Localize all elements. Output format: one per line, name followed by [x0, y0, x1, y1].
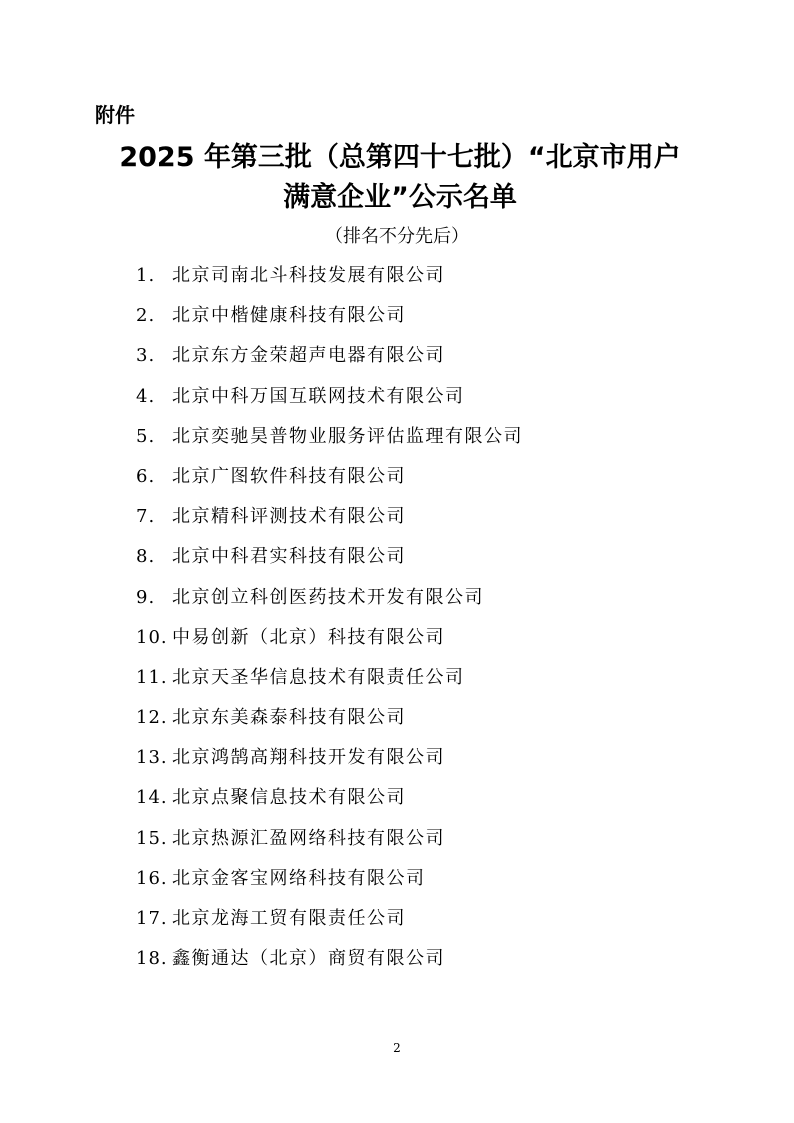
item-number: 17. [136, 908, 168, 929]
list-item [136, 421, 523, 461]
list-item [136, 903, 523, 943]
list-item [136, 300, 523, 340]
item-number: 13. [136, 747, 168, 769]
title-line-1: 2025 年第三批（总第四十七批）“北京市用户 [119, 142, 681, 173]
list-item [136, 340, 523, 380]
list-item [136, 823, 523, 863]
company-name: 北京金客宝网络科技有限公司 [172, 867, 426, 889]
list-item [136, 782, 523, 822]
company-name: 北京鸿鹄高翔科技开发有限公司 [172, 747, 445, 769]
company-name: 北京点聚信息技术有限公司 [172, 787, 406, 809]
company-name: 北京奕驰昊普物业服务评估监理有限公司 [172, 425, 523, 447]
list-item [136, 260, 523, 300]
company-list [136, 260, 523, 983]
company-name: 北京司南北斗科技发展有限公司 [172, 265, 445, 286]
list-item [136, 541, 523, 581]
item-number: 6. [136, 465, 156, 487]
company-name: 北京创立科创医药技术开发有限公司 [172, 586, 484, 608]
company-name: 北京中科万国互联网技术有限公司 [172, 385, 465, 407]
attachment-label: 附件 [95, 103, 135, 127]
item-number: 11. [136, 666, 168, 688]
item-number: 3. [136, 345, 156, 367]
company-name: 北京东方金荣超声电器有限公司 [172, 345, 445, 367]
list-item [136, 863, 523, 903]
list-item [136, 702, 523, 742]
company-name: 北京龙海工贸有限责任公司 [172, 908, 406, 929]
subtitle: （排名不分先后） [325, 226, 469, 247]
page-title [90, 138, 710, 218]
company-name: 中易创新（北京）科技有限公司 [172, 626, 445, 648]
list-item [136, 582, 523, 622]
item-number: 8. [136, 546, 156, 568]
item-number: 15. [136, 827, 168, 849]
item-number: 5. [136, 425, 156, 447]
company-name: 北京天圣华信息技术有限责任公司 [172, 666, 465, 688]
item-number: 16. [136, 867, 168, 889]
company-name: 北京广图软件科技有限公司 [172, 465, 406, 487]
list-item [136, 501, 523, 541]
item-number: 18. [136, 948, 168, 970]
company-name: 北京精科评测技术有限公司 [172, 506, 406, 528]
item-number: 2. [136, 305, 156, 327]
company-name: 北京东美森泰科技有限公司 [172, 707, 406, 729]
list-item [136, 461, 523, 501]
list-item [136, 742, 523, 782]
item-number: 12. [136, 707, 168, 729]
page-number: 2 [393, 1041, 401, 1055]
list-item [136, 622, 523, 662]
company-name: 北京中楷健康科技有限公司 [172, 305, 406, 327]
item-number: 1. [136, 265, 156, 286]
list-item [136, 381, 523, 421]
item-number: 10. [136, 626, 168, 648]
item-number: 7. [136, 506, 156, 528]
item-number: 4. [136, 385, 156, 407]
item-number: 9. [136, 586, 156, 608]
company-name: 北京中科君实科技有限公司 [172, 546, 406, 568]
company-name: 鑫衡通达（北京）商贸有限公司 [172, 948, 445, 970]
item-number: 14. [136, 787, 168, 809]
list-item [136, 943, 523, 983]
company-name: 北京热源汇盈网络科技有限公司 [172, 827, 445, 849]
title-line-2: 满意企业”公示名单 [283, 182, 517, 213]
list-item [136, 662, 523, 702]
